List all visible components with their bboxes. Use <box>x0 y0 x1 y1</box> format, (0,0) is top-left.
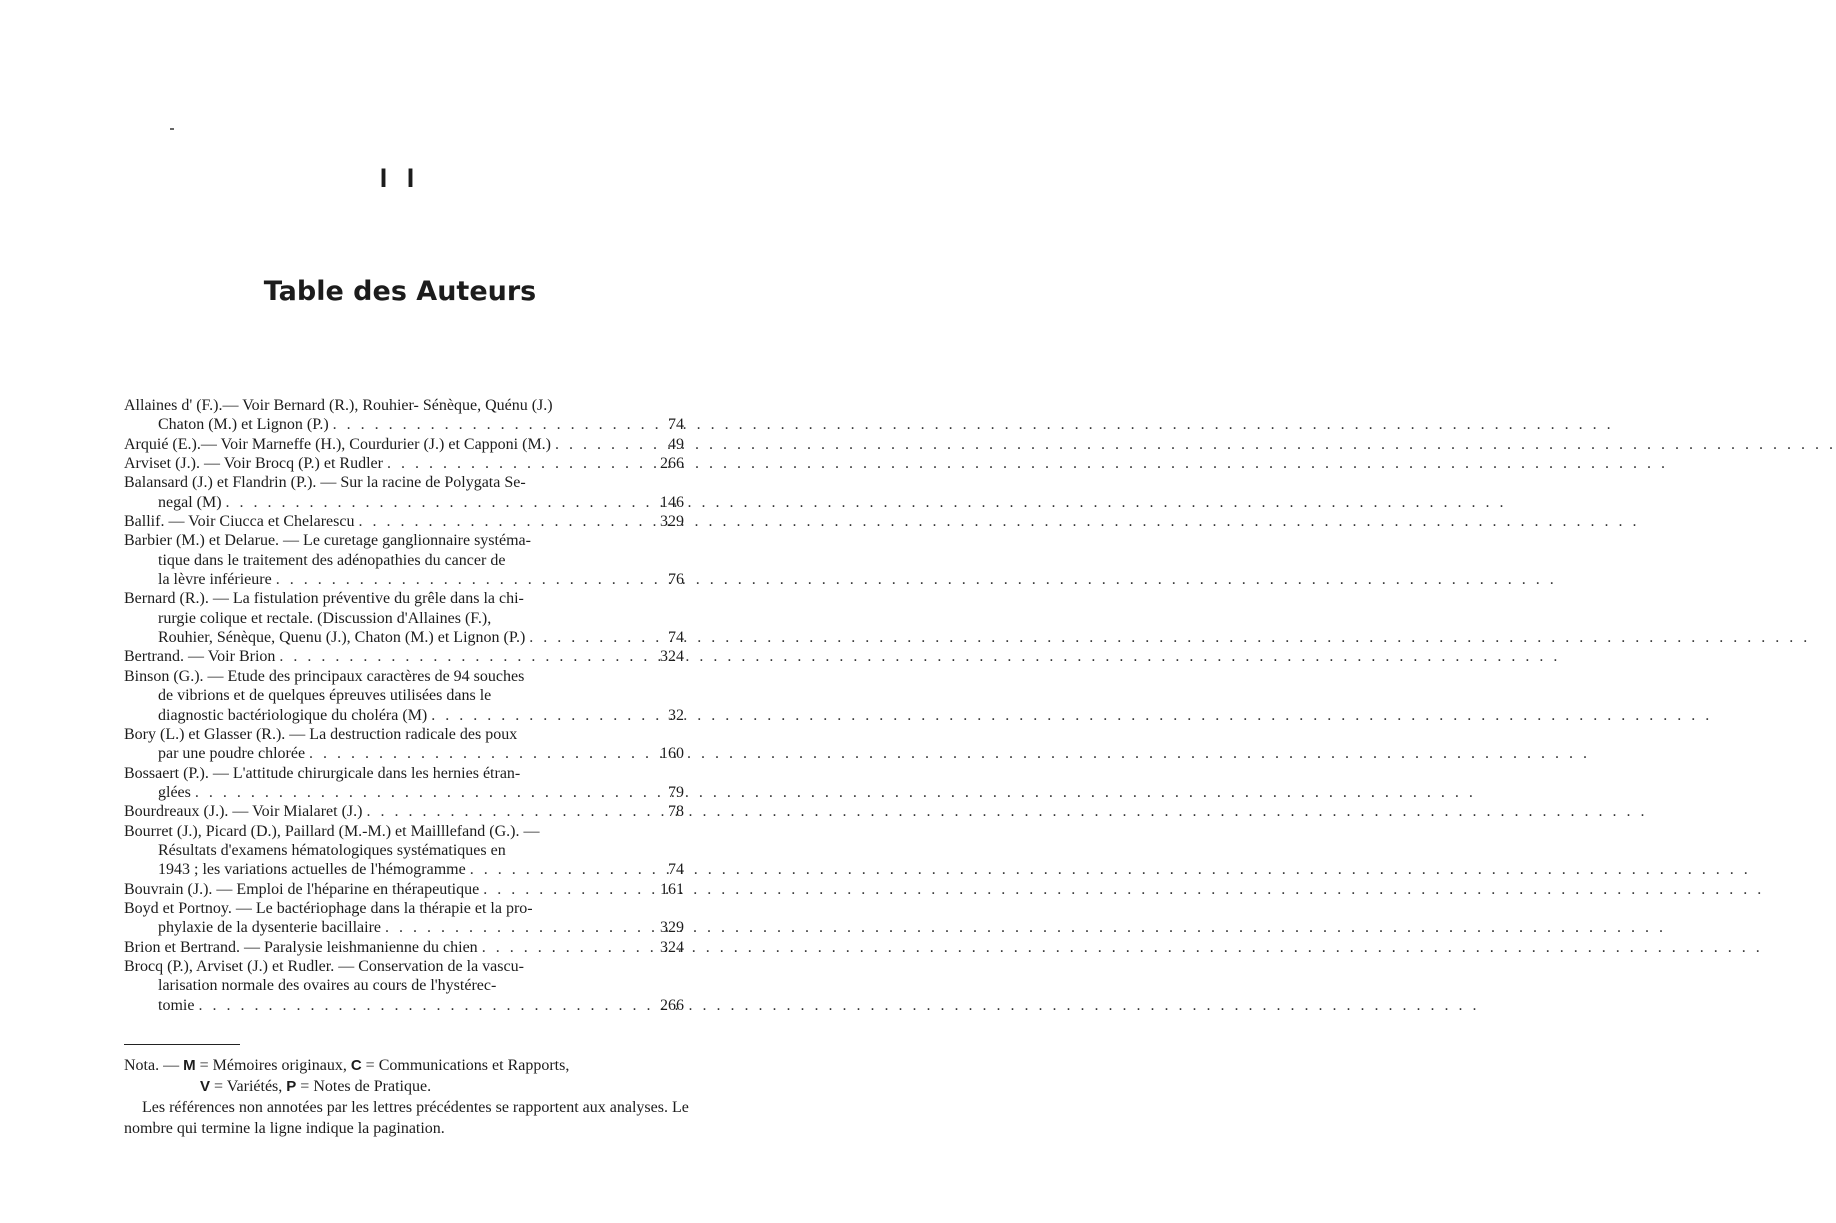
entry-page-number: 74 <box>668 416 684 434</box>
entry-page-number: 79 <box>668 783 684 801</box>
entry-text: Ballif. — Voir Ciucca et Chelarescu <box>124 513 355 531</box>
author-entry <box>124 938 684 957</box>
dot-leader <box>275 647 650 666</box>
entry-page-number: 74 <box>668 629 684 647</box>
entry-line <box>124 899 684 918</box>
entry-text: Bossaert (P.). — L'attitude chirurgicale dans les hernies étran- <box>124 764 521 782</box>
entry-line <box>124 686 684 705</box>
entry-line <box>124 918 684 937</box>
entry-page-number: 74 <box>668 861 684 879</box>
entry-text: rurgie colique et rectale. (Discussion d'Allaines (F.), <box>158 609 492 627</box>
author-entry <box>124 512 684 531</box>
entry-line <box>124 454 684 473</box>
entry-line <box>124 996 684 1015</box>
dot-leader <box>479 880 650 899</box>
entry-text: Bertrand. — Voir Brion <box>124 648 276 666</box>
entry-line <box>124 493 684 512</box>
entry-line <box>124 744 684 763</box>
entry-page-number: 266 <box>660 455 684 473</box>
entry-text: diagnostic bactériologique du choléra (M) <box>158 706 428 724</box>
entry-page-number: 161 <box>660 880 684 898</box>
dot-leader <box>427 706 650 725</box>
scan-speck <box>170 128 174 130</box>
author-entry <box>124 957 684 1015</box>
nota-key-v: V <box>200 1078 211 1095</box>
entry-page-number: 329 <box>660 513 684 531</box>
entry-page-number: 329 <box>660 919 684 937</box>
entry-text: 1943 ; les variations actuelles de l'hémogramme <box>158 861 466 879</box>
author-entry <box>124 531 684 589</box>
entry-line <box>124 551 684 570</box>
author-entry <box>124 473 684 512</box>
author-entry <box>124 454 684 473</box>
page-number: I I <box>379 163 421 193</box>
dot-leader <box>191 783 650 802</box>
entry-text: Bouvrain (J.). — Emploi de l'héparine en thérapeutique <box>124 880 480 898</box>
nota-text-c: = Communications et Rapports, <box>365 1057 570 1074</box>
nota-text-p: = Notes de Pratique. <box>300 1078 432 1095</box>
dot-leader <box>551 435 650 454</box>
nota-text-m: = Mémoires originaux, <box>199 1057 347 1074</box>
entry-text: Bourdreaux (J.). — Voir Mialaret (J.) <box>124 803 363 821</box>
entry-line <box>124 802 684 821</box>
entry-text: Brocq (P.), Arviset (J.) et Rudler. — Conservation de la vascu- <box>124 957 524 975</box>
entry-line <box>124 531 684 550</box>
entry-line <box>124 783 684 802</box>
dot-leader <box>383 454 650 473</box>
entry-line <box>124 473 684 492</box>
entry-line <box>124 706 684 725</box>
entry-line <box>124 860 684 879</box>
entry-text: Bory (L.) et Glasser (R.). — La destruction radicale des poux <box>124 725 518 743</box>
entry-line <box>124 841 684 860</box>
entry-page-number: 49 <box>668 435 684 453</box>
nota-paragraph: Les références non annotées par les lettres précédentes se rapportent aux analyses. Le nombre qui termine la ligne indique la pagination. <box>124 1099 689 1137</box>
dot-leader <box>194 996 650 1015</box>
entry-text: Arviset (J.). — Voir Brocq (P.) et Rudler <box>124 455 383 473</box>
entry-text: glées <box>158 783 191 801</box>
nota-key-c: C <box>350 1057 362 1074</box>
dot-leader <box>272 570 650 589</box>
dot-leader <box>362 802 650 821</box>
nota-line-2 <box>124 1076 690 1097</box>
entry-text: Barbier (M.) et Delarue. — Le curetage ganglionnaire systéma- <box>124 532 531 550</box>
entry-page-number: 324 <box>660 938 684 956</box>
entry-page-number: 160 <box>660 745 684 763</box>
entry-text: par une poudre chlorée <box>158 745 306 763</box>
nota-dash: — <box>163 1057 180 1074</box>
entry-text: Chaton (M.) et Lignon (P.) <box>158 416 329 434</box>
entry-line <box>124 976 684 995</box>
author-entry <box>124 667 684 725</box>
dot-leader <box>381 918 650 937</box>
entry-text: de vibrions et de quelques épreuves utilisées dans le <box>158 687 492 705</box>
nota-text-v: = Variétés, <box>214 1078 283 1095</box>
entry-line <box>124 628 684 647</box>
entry-text: Résultats d'examens hématologiques systématiques en <box>158 841 506 859</box>
entry-text: Brion et Bertrand. — Paralysie leishmanienne du chien <box>124 938 478 956</box>
entry-text: la lèvre inférieure <box>158 571 272 589</box>
entry-page-number: 146 <box>660 493 684 511</box>
author-entry <box>124 764 684 803</box>
dot-leader <box>354 512 650 531</box>
author-index-list <box>124 396 684 1015</box>
entry-text: Arquié (E.).— Voir Marneffe (H.), Courdurier (J.) et Capponi (M.) <box>124 435 552 453</box>
entry-text: Bernard (R.). — La fistulation préventive du grêle dans la chi- <box>124 590 524 608</box>
entry-text: Boyd et Portnoy. — Le bactériophage dans la thérapie et la pro- <box>124 899 533 917</box>
dot-leader <box>466 860 650 879</box>
entry-page-number: 76 <box>668 571 684 589</box>
author-entry <box>124 396 684 435</box>
entry-line <box>124 396 684 415</box>
entry-line <box>124 880 684 899</box>
author-entry <box>124 589 684 647</box>
entry-line <box>124 938 684 957</box>
entry-page-number: 266 <box>660 996 684 1014</box>
entry-page-number: 78 <box>668 803 684 821</box>
entry-page-number: 32 <box>668 706 684 724</box>
page-title: Table des Auteurs <box>263 276 537 307</box>
author-entry <box>124 899 684 938</box>
entry-text: Balansard (J.) et Flandrin (P.). — Sur la racine de Polygata Se- <box>124 474 526 492</box>
dot-leader <box>525 628 650 647</box>
dot-leader <box>305 744 650 763</box>
entry-text: Bourret (J.), Picard (D.), Paillard (M.-M.) et Mailllefand (G.). — <box>124 822 540 840</box>
entry-line <box>124 764 684 783</box>
entry-line <box>124 589 684 608</box>
nota-line-1 <box>124 1055 690 1076</box>
nota-key-m: M <box>183 1057 196 1074</box>
author-entry <box>124 802 684 821</box>
nota-label: Nota. <box>124 1057 160 1074</box>
entry-text: larisation normale des ovaires au cours de l'hystérec- <box>158 977 497 995</box>
entry-line <box>124 415 684 434</box>
entry-line <box>124 647 684 666</box>
author-entry <box>124 647 684 666</box>
entry-line <box>124 609 684 628</box>
nota-block <box>124 1055 690 1139</box>
entry-text: Allaines d' (F.).— Voir Bernard (R.), Rouhier- Sénèque, Quénu (J.) <box>124 397 553 414</box>
entry-line <box>124 667 684 686</box>
entry-page-number: 324 <box>660 648 684 666</box>
entry-text: negal (M) <box>158 493 222 511</box>
author-entry <box>124 880 684 899</box>
footnote-divider <box>124 1044 240 1045</box>
entry-text: tomie <box>158 996 195 1014</box>
nota-key-p: P <box>286 1078 297 1095</box>
entry-line <box>124 435 684 454</box>
entry-line <box>124 512 684 531</box>
dot-leader <box>329 415 650 434</box>
author-entry <box>124 725 684 764</box>
entry-line <box>124 570 684 589</box>
entry-text: Binson (G.). — Etude des principaux caractères de 94 souches <box>124 667 525 685</box>
entry-line <box>124 957 684 976</box>
entry-line <box>124 725 684 744</box>
entry-text: tique dans le traitement des adénopathies du cancer de <box>158 551 506 569</box>
author-entry <box>124 822 684 880</box>
dot-leader <box>222 493 650 512</box>
entry-text: phylaxie de la dysenterie bacillaire <box>158 919 382 937</box>
author-entry <box>124 435 684 454</box>
entry-line <box>124 822 684 841</box>
dot-leader <box>478 938 650 957</box>
entry-text: Rouhier, Sénèque, Quenu (J.), Chaton (M.) et Lignon (P.) <box>158 629 526 647</box>
